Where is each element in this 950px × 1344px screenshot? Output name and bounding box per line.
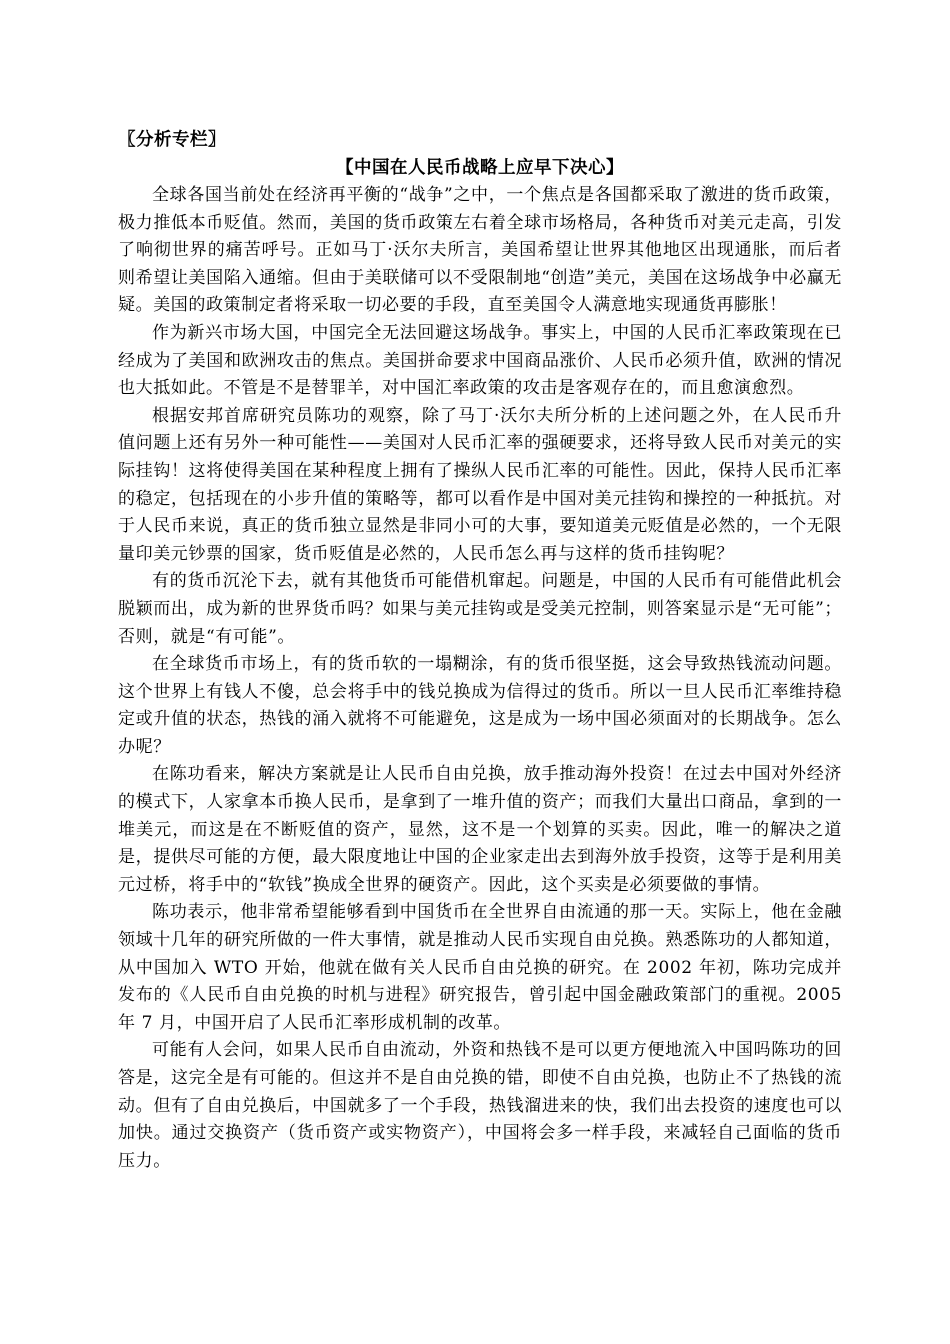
article-title: 【中国在人民币战略上应早下决心】 [336,158,624,178]
paragraph-5: 在全球货币市场上，有的货币软的一塌糊涂，有的货币很坚挺，这会导致热钱流动问题。这个世界上有钱人不傻，总会将手中的钱兑换成为信得过的货币。所以一旦人民币汇率维持稳定或升值的状态，热钱的涌入就将不可能避免，这是成为一场中国必须面对的长期战争。怎么办呢？ [118,654,842,757]
paragraph-1: 全球各国当前处在经济再平衡的“战争”之中，一个焦点是各国都采取了激进的货币政策，极力推低本币贬值。然而，美国的货币政策左右着全球市场格局，各种货币对美元走高，引发了响彻世界的痛苦呼号。正如马丁·沃尔夫所言，美国希望让世界其他地区出现通胀，而后者则希望让美国陷入通缩。但由于美联储可以不受限制地“创造”美元，美国在这场战争中必赢无疑。美国的政策制定者将采取一切必要的手段，直至美国令人满意地实现通货再膨胀！ [118,185,842,316]
column-tag: 〖分析专栏〗 [118,130,226,150]
paragraph-7: 陈功表示，他非常希望能够看到中国货币在全世界自由流通的那一天。实际上，他在金融领域十几年的研究所做的一件大事情，就是推动人民币实现自由兑换。熟悉陈功的人都知道，从中国加入 WTO 开始，他就在做有关人民币自由兑换的研究。在 2002 年初，陈功完成并发布的《人民币自由兑换的时机与进程》研究报告，曾引起中国金融政策部门的重视。2005 年 7 月，中国开启了人民币汇率形成机制的改革。 [118,902,842,1033]
paragraph-2: 作为新兴市场大国，中国完全无法回避这场战争。事实上，中国的人民币汇率政策现在已经成为了美国和欧洲攻击的焦点。美国拼命要求中国商品涨价、人民币必须升值，欧洲的情况也大抵如此。不管是不是替罪羊，对中国汇率政策的攻击是客观存在的，而且愈演愈烈。 [118,322,842,399]
article-column [118,126,842,1175]
paragraph-8: 可能有人会问，如果人民币自由流动，外资和热钱不是可以更方便地流入中国吗陈功的回答是，这完全是有可能的。但这并不是自由兑换的错，即使不自由兑换，也防止不了热钱的流动。但有了自由兑换后，中国就多了一个手段，热钱溜进来的快，我们出去投资的速度也可以加快。通过交换资产（货币资产或实物资产），中国将会多一样手段，来减轻自己面临的货币压力。 [118,1040,842,1171]
paragraph-3: 根据安邦首席研究员陈功的观察，除了马丁·沃尔夫所分析的上述问题之外，在人民币升值问题上还有另外一种可能性——美国对人民币汇率的强硬要求，还将导致人民币对美元的实际挂钩！这将使得美国在某种程度上拥有了操纵人民币汇率的可能性。因此，保持人民币汇率的稳定，包括现在的小步升值的策略等，都可以看作是中国对美元挂钩和操控的一种抵抗。对于人民币来说，真正的货币独立显然是非同小可的大事，要知道美元贬值是必然的，一个无限量印美元钞票的国家，货币贬值是必然的，人民币怎么再与这样的货币挂钩呢？ [118,405,842,564]
paragraph-6: 在陈功看来，解决方案就是让人民币自由兑换，放手推动海外投资！在过去中国对外经济的模式下，人家拿本币换人民币，是拿到了一堆升值的资产；而我们大量出口商品，拿到的一堆美元，而这是在不断贬值的资产，显然，这不是一个划算的买卖。因此，唯一的解决之道是，提供尽可能的方便，最大限度地让中国的企业家走出去到海外放手投资，这等于是利用美元过桥，将手中的“软钱”换成全世界的硬资产。因此，这个买卖是必须要做的事情。 [118,764,842,895]
paragraph-4: 有的货币沉沦下去，就有其他货币可能借机窜起。问题是，中国的人民币有可能借此机会脱颖而出，成为新的世界货币吗？如果与美元挂钩或是受美元控制，则答案显示是“无可能”；否则，就是“有可能”。 [118,571,842,647]
